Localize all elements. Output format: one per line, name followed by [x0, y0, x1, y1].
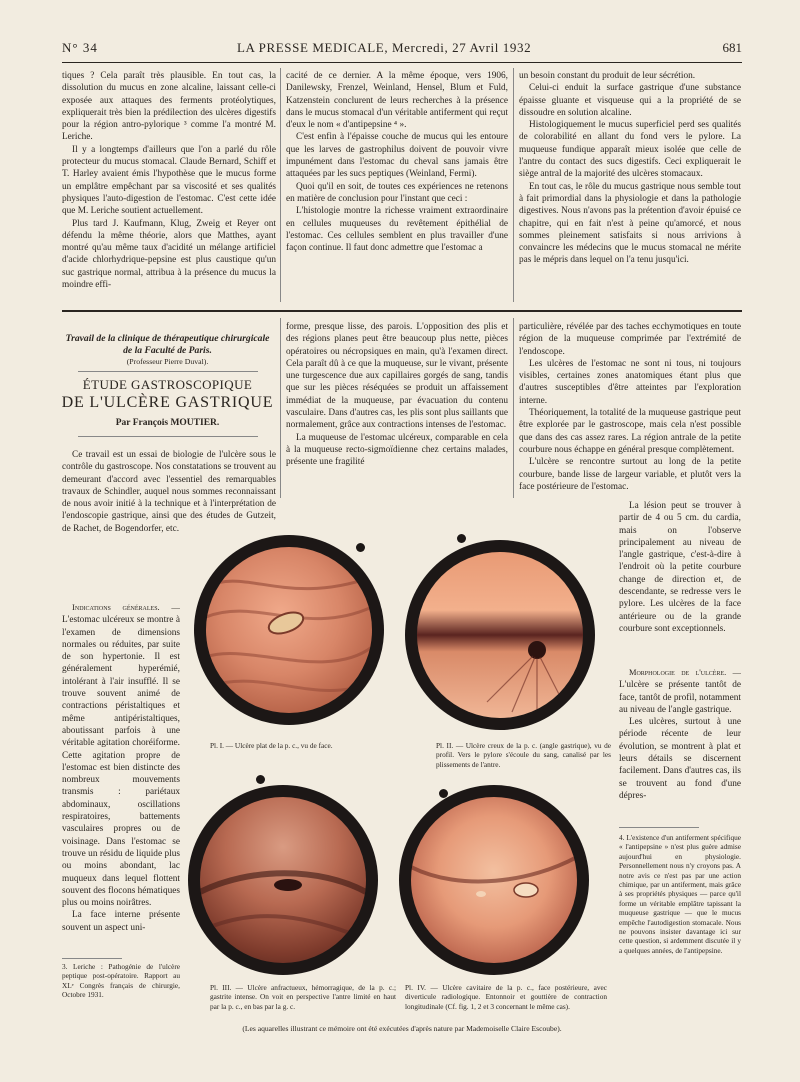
column-divider — [280, 68, 281, 302]
institution-line: Travail de la clinique de thérapeutique chirurgicale de la Faculté de Paris. — [65, 333, 270, 356]
plate-image — [200, 797, 366, 963]
plate-marker — [256, 775, 265, 784]
paragraph: Ce travail est un essai de biologie de l'ulcère sous le contrôle du gastroscope. Nos constatations se trouvent au demeurant d'accord avec l'essentiel des remarquables travaux de Schindler, auquel nous sommes reconnaissant de nous avoir initié à la technique et à l'interprétation de l'endoscopie gastrique, ainsi que des études de Gutzeit, de Rachet, de Bogendorfer, etc. — [62, 450, 276, 534]
paragraph: Histologiquement le mucus superficiel perd ses qualités de colorabilité en allant du fond vers le pylore. La muqueuse fundique apparaît mieux isolée que celle de l'antre du contact des sucs digestifs. Ceci expliquerait le siège antral de la majorité des ulcères stomacaux. — [519, 120, 741, 180]
plate-image — [206, 547, 372, 713]
illustration-credit: (Les aquarelles illustrant ce mémoire ont été exécutées d'après nature par Mademoiselle Claire Escoube). — [242, 1024, 562, 1033]
cavitary-ulcer — [411, 797, 577, 963]
paragraph: L'ulcère se rencontre surtout au long de la petite courbure, bande lisse de largeur variable, et plutôt vers la face postérieure de l'estomac. — [519, 457, 741, 492]
paragraph: La muqueuse de l'estomac ulcéreux, comparable en cela à la muqueuse recto-sigmoïdienne chez certains malades, présente une fragilité — [286, 432, 508, 468]
plate-marker — [439, 789, 448, 798]
morphology-text — [619, 667, 741, 817]
professor-line: (Professeur Pierre Duval). — [126, 357, 209, 366]
section-text: L'ulcère se présente tantôt de face, tantôt de profil, notamment au niveau de l'angle gastrique. — [619, 680, 741, 715]
paragraph: Les ulcères, surtout à une période récente de leur évolution, se montrent à plat et leurs détails se discernent facilement. Dans d'autres cas, ils se trouvent au fond d'une dépres- — [619, 717, 741, 801]
footnote-rule — [619, 827, 699, 828]
plate-1-illustration — [194, 535, 384, 725]
page-number: 681 — [722, 40, 742, 55]
plate-3-caption: Pl. III. — Ulcère anfractueux, hémorragique, de la p. c.; gastrite intense. On voit en perspective l'antre limité en haut par la p. c., en bas par la g. c. — [210, 983, 396, 1011]
paragraph: cacité de ce dernier. A la même époque, vers 1906, Danilewsky, Frenzel, Weinland, Hensel, Blum et Fuld, Katzenstein conclurent de leurs recherches à la présence dans le mucus stomacal d'un véritable antiferment qui reçut d'eux le nom « d'antipepsine ⁴ ». — [286, 71, 508, 131]
paragraph: Théoriquement, la totalité de la muqueuse gastrique peut être explorée par le gastroscope, mais cela n'est possible que dans des cas assez rares. La région antrale de la petite courbure nous échappe en général presque complètement. — [519, 408, 741, 455]
lesion-text — [619, 500, 741, 650]
paragraph — [619, 667, 741, 716]
footnote-3: 3. Leriche : Pathogénie de l'ulcère peptique post-opératoire. Rapport au XLᵉ Congrès français de chirurgie, Octobre 1931. — [62, 962, 180, 1000]
article-title-line-1: ÉTUDE GASTROSCOPIQUE — [82, 377, 253, 392]
footnote-4: 4. L'existence d'un antiferment spécifique « l'antipepsine » n'est plus guère admise aujourd'hui en physiologie. Personnellement nous n'y croyons pas. A notre avis ce n'est pas par une action chimique, par un antiferment, mais grâce à ses propriétés physiques — parce qu'il forme un véritable emplâtre tapissant la muqueuse gastrique — que le mucus empêche l'autodigestion stomacale. Nous ne pouvons insister davantage ici sur cette question, si ardemment discutée il y a quelques années, de l'antipepsine. — [619, 833, 741, 955]
plate-marker — [457, 534, 466, 543]
plate-image — [411, 797, 577, 963]
byline-rule — [78, 436, 258, 437]
section-heading: Morphologie de l'ulcère. — — [629, 668, 741, 677]
paragraph: L'histologie montre la richesse vraiment extraordinaire en cellules muqueuses du revêtement épithélial de l'estomac. Ces cellules semblent en plus travailler d'une façon continue. Il faut donc admettre que l'estomac a — [286, 206, 508, 254]
author-byline: Par François MOUTIER. — [115, 418, 220, 428]
paragraph: tiques ? Cela paraît très plausible. En tout cas, la dissolution du mucus en zone alcaline, laissant celle-ci exposée aux attaques des ferments protéolytiques, expliquerait très bien la prédilection des ulcères digestifs pour la région antro-pylorique ³ comme l'a montré M. Leriche. — [62, 71, 276, 143]
paragraph: Il y a longtemps d'ailleurs que l'on a parlé du rôle protecteur du mucus stomacal. Claude Bernard, Schiff et T. Harley avaient émis l'hypothèse que le mucus forme un emplâtre empêchant par sa viscosité et ses qualités physiques l'auto-digestion de l'estomac. C'est cette idée que M. Leriche soutient actuellement. — [62, 144, 276, 217]
paragraph: Plus tard J. Kaufmann, Klug, Zweig et Reyer ont défendu la même théorie, alors que Matthes, ayant montré qu'au même taux d'acidité un mélange artificiel d'acide chlorhydrique-pepsine est plus caustique qu'un suc gastrique normal, attribua à la présence du mucus la moindre effi- — [62, 218, 276, 291]
paragraph: La lésion peut se trouver à partir de 4 ou 5 cm. du cardia, mais on l'observe principalement au niveau de l'angle gastrique, c'est-à-dire à l'endroit où la petite courbure change de direction et, de descendante, se redresse vers le pylore. Les ulcères de la face antérieure ou de la grande courbure sont exceptionnels. — [619, 501, 741, 634]
footnote-rule — [62, 958, 122, 959]
running-header — [62, 40, 742, 60]
section-text: L'estomac ulcéreux se montre à l'examen de dimensions normales ou réduites, par suite de son hypertonie. Il est généralement hyperémié, intolérant à l'air insufflé. Il se trouve souvent animé de contractions péristaltiques et même antipéristaltiques, aboutissant parfois à une véritable agitation choréiforme. Cette agitation propre de l'estomac est bien distincte des nombreux mouvements transmis : pariétaux abdominaux, oscillations respiratoires, battements vasculaires propres ou de voisinage. Dans l'estomac se trouve un résidu de liquide plus ou moins abondant, lac muqueux dans lequel flottent souvent des flocons hématiques plus ou moins noirâtres. — [62, 615, 180, 909]
paragraph: Les ulcères de l'estomac ne sont ni tous, ni toujours visibles, certaines zones anatomiques étant plus que d'autres susceptibles d'être atteintes par l'exploration interne. — [519, 358, 741, 406]
paragraph: Quoi qu'il en soit, de toutes ces expériences ne retenons en matière de conclusion pour l'instant que ceci : — [286, 181, 508, 204]
indications-text — [62, 601, 180, 951]
paragraph — [62, 601, 180, 909]
plate-marker — [356, 543, 365, 552]
header-rule — [62, 62, 742, 63]
section-rule — [62, 310, 742, 312]
paragraph: Celui-ci enduit la surface gastrique d'une substance épaisse gluante et visqueuse qui a la propriété de se dissoudre en solution alcaline. — [519, 83, 741, 118]
column-divider — [513, 68, 514, 302]
plate-4-caption: Pl. IV. — Ulcère cavitaire de la p. c., face postérieure, avec diverticule radiologique. Entonnoir et gouttière de contraction longitudinale (Cf. fig. 1, 2 et 3 concernant le même cas). — [405, 983, 607, 1011]
top-column-1 — [62, 70, 276, 302]
plate-2-caption: Pl. II. — Ulcère creux de la p. c. (angle gastrique), vu de profil. Vers le pylore s'écoule du sang, canalisé par les plissements de l'antre. — [436, 741, 611, 769]
column-divider — [513, 318, 514, 498]
plate-2-illustration — [405, 540, 595, 730]
paragraph: En tout cas, le rôle du mucus gastrique nous semble tout à fait primordial dans la physiologie et dans la pathologie digestives. Nous n'avons pas la prétention d'avoir épuisé ce chapitre, qui en fait n'est à peine qu'amorcé, et nous sommes pleinement satisfaits si nous arrivions à convaincre les médecins que le mucus stomacal ne mérite pas le mépris dans lequel on l'a tenu jusqu'ici. — [519, 181, 741, 266]
mucosal-folds — [206, 547, 372, 713]
paragraph: forme, presque lisse, des parois. L'opposition des plis et des régions planes peut être beaucoup plus nette, pièces opératoires ou nécropsiques en main, qu'à l'examen direct. Cela paraît dû à ce que la muqueuse, sur le vivant, présente une turgescence due aux capillaires gorgés de sang, tandis que sur les pièces réséquées se produit un affaissement immédiat de la muqueuse, par évacuation du contenu vasculaire. Dans d'autres cas, les plis sont plus saillants que normalement, grâce aux contractions intenses de l'estomac. — [286, 322, 508, 431]
top-column-2 — [286, 70, 508, 302]
title-rule — [78, 371, 258, 372]
column-divider — [280, 318, 281, 498]
middle-column-text — [286, 321, 508, 499]
paragraph: particulière, révélée par des taches ecchymotiques en toute région de la muqueuse comprimée par l'extrémité de l'endoscope. — [519, 322, 741, 357]
article-title-line-2: DE L'ULCÈRE GASTRIQUE — [61, 394, 274, 411]
plate-image — [417, 552, 583, 718]
right-column-text — [519, 321, 741, 499]
paragraph: un besoin constant du produit de leur sécrétion. — [519, 71, 696, 81]
paragraph: C'est enfin à l'épaisse couche de mucus qui les entoure que les larves de gastrophilus doivent de pouvoir vivre impunément dans l'estomac du cheval sans jamais être attaquées par les sucs peptiques (Weinland, Fermi). — [286, 132, 508, 180]
plate-3-illustration — [188, 785, 378, 975]
paragraph: La face interne présente souvent un aspect uni- — [62, 910, 180, 933]
section-heading: Indications générales. — — [72, 602, 180, 612]
top-column-3 — [519, 70, 741, 302]
plate-1-caption: Pl. I. — Ulcère plat de la p. c., vu de face. — [210, 741, 333, 750]
ulcer-lesion — [200, 797, 366, 963]
ulcer-crater — [417, 552, 583, 718]
plate-4-illustration — [399, 785, 589, 975]
journal-title: LA PRESSE MEDICALE, Mercredi, 27 Avril 1932 — [237, 40, 532, 55]
issue-number: N° 34 — [62, 40, 98, 55]
